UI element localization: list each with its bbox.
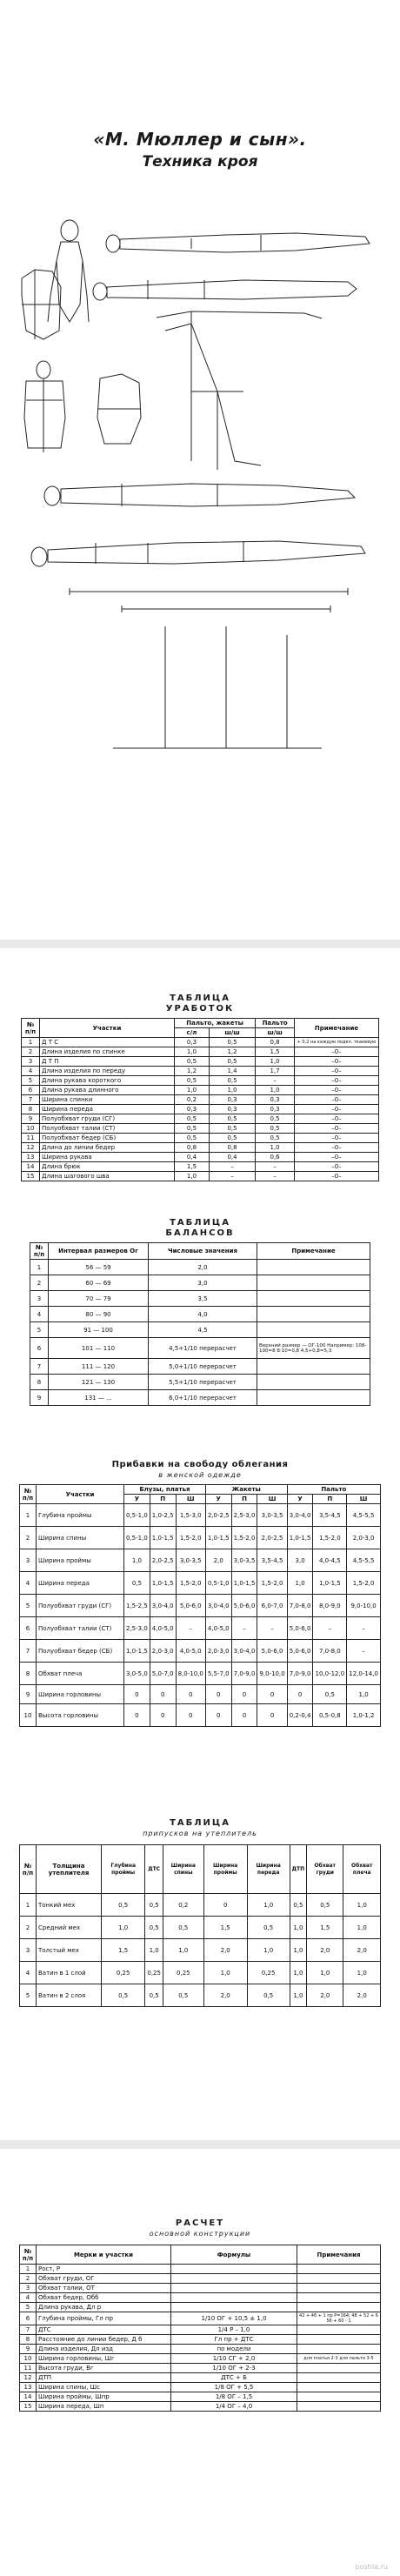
table-row: 2 Обхват груди, ОГ [20,2274,381,2284]
back-figure [24,361,65,452]
table-insulation: № п/п Толщина утеплителя Глубина проймы ДТС Ширина спины Ширина проймы Ширина переда ДТП Обхват груди Обхват плеча 1 Тонкий мех 0,5 0,5 0,2 0 1,0 0,5 0,5 1,0 2 Средний мех 1,0 0,5 0,5 1,5 0,5 1,0 1,5 1,0 3 Толстый мех 1,5 1,0 1,0 2,0 1,0 1,0 2,0 2,0 4 Ватин в 1 слой 0,25 0,25 0,25 1,0 0,25 1,0 1,0 1,0 5 Ватин в 2 слоя 0,5 0,5 0,5 2,0 0,5 1,0 2,0 2,0 [19,1844,381,2007]
book-subtitle: Техника кроя [142,153,258,171]
table-2-title: ТАБЛИЦА [170,1218,230,1228]
table-row: 4 80 — 90 4,0 [30,1307,370,1322]
table-row: 15 Ширина переда, Шп 1/4 ОГ – 4,0 [20,2402,381,2412]
table-row: 7 111 — 120 5,0+1/10 перерасчет [30,1359,370,1375]
col-num: № п/п [22,1019,40,1038]
table-row: 1 56 — 59 2,0 [30,1260,370,1275]
measurement-figures-illustration [17,209,383,922]
table-row: 14 Длина брюк 1,5 – – –0– [22,1162,379,1172]
lying-figure-1 [106,233,370,252]
table-row: 8 Обхват плеча 3,0-5,0 5,0-7,0 8,0-10,0 5,5-7,0 7,0-9,0 9,0-10,0 7,0-9,0 10,0-12,0 12,0-14,0 [20,1663,381,1685]
standing-figure-front [48,220,89,322]
calculation-page [0,2149,400,2576]
table-row: 9 Длина изделия, Дл изд по модели [20,2345,381,2354]
lying-figure-2 [93,280,357,300]
table-row: 7 Полуобхват бедер (СБ) 1,0-1,5 2,0-3,0 4,0-5,0 2,0-3,0 3,0-4,0 5,0-6,0 5,0-6,0 7,0-8,0 – [20,1640,381,1663]
leg-diagram [157,311,322,470]
table-row: 15 Длина шагового шва 1,0 – – –0– [22,1172,379,1181]
table-allowances: № п/п Участки Блузы, платья Жакеты Пальто У П Ш У П Ш У П Ш 1 Глубина проймы 0,5-1,0 1,0-2,5 1,5-3,0 2,0-2,5 2,5-3,0 3,0-3,5 3,0-4,0 3,5-4,5 4,5-5,5 2 Ширина спины 0,5-1,0 1,0-1,5 1,5-2,0 1,0-1,5 1,5-2,0 2,0-2,5 1,0-1,5 1,5-2,0 2,0-3,0 3 Ширина проймы 1,0 2,0-2,5 3,0-3,5 2,0 3,0-3,5 3,5-4,5 3,0 4,0-4,5 4,5-5,5 4 Ширина переда 0,5 1,0-1,5 1,5-2,0 0,5-1,0 1,0-1,5 1,5-2,0 1,0 1,0-1,5 1,5-2,0 5 Полуобхват груди (СГ) 1,5-2,5 3,0-4,0 5,0-6,0 3,0-4,0 5,0-6,0 6,0-7,0 7,0-8,0 8,0-9,0 9,0-10,0 6 Полуобхват талии (СТ) 2,5-3,0 4,0-5,0 – 4,0-5,0 – – 5,0-6,0 – – 7 Полуобхват бедер (СБ) 1,0-1,5 2,0-3,0 4,0-5,0 2,0-3,0 3,0-4,0 5,0-6,0 5,0-6,0 7,0-8,0 – 8 Обхват плеча 3,0-5,0 5,0-7,0 8,0-10,0 5,5-7,0 7,0-9,0 9,0-10,0 7,0-9,0 10,0-12,0 12,0-14,0 9 Ширина горловины 0 0 0 0 0 0 0 0,5 1,0 10 Высота горловины 0 0 0 0 0 0 0,2-0,4 0,5-0,8 1,0-1,2 [19,1484,381,1727]
table-row: 5 Длина рукава короткого 0,5 0,5 – –0– [22,1076,379,1086]
table-row: 1 Д Т С 0,3 0,5 0,8 + 0,2 на каждую подкл. тканевую [22,1038,379,1047]
table-row: 10 Высота горловины 0 0 0 0 0 0 0,2-0,4 0,5-0,8 1,0-1,2 [20,1704,381,1727]
col-palto: Пальто [256,1019,295,1028]
page-separator [0,2140,400,2149]
subcol: ш/ш [209,1028,255,1038]
table-row: 3 Толстый мех 1,5 1,0 1,0 2,0 1,0 1,0 2,0 2,0 [20,1939,381,1962]
table-row: 6 101 — 110 4,5+1/10 перерасчет Верхний размер — ОГ-100 Например: 108-100=8 8:10=0,8 4,5+0,8=5,3 [30,1338,370,1359]
table-4-title: ТАБЛИЦА [170,1818,230,1828]
table-4-subtitle: припусков на утеплитель [143,1830,257,1837]
table-row: 5 Ватин в 2 слоя 0,5 0,5 0,5 2,0 0,5 1,0 2,0 2,0 [20,1984,381,2007]
table-row: 7 Ширина спинки 0,2 0,3 0,3 –0– [22,1095,379,1105]
table-row: 2 60 — 69 3,0 [30,1275,370,1291]
table-5-subtitle: основной конструкции [149,2230,251,2238]
table-row: 6 Длина рукава длинного 1,0 1,0 1,0 –0– [22,1086,379,1095]
table-row: 4 Ватин в 1 слой 0,25 0,25 0,25 1,0 0,25 1,0 1,0 1,0 [20,1962,381,1984]
tables-page [0,948,400,2140]
subcol: с/л [175,1028,210,1038]
table-row: 14 Ширина проймы, Шпр 1/8 ОГ – 1,5 [20,2392,381,2402]
table-row: 4 Ширина переда 0,5 1,0-1,5 1,5-2,0 0,5-1,0 1,0-1,5 1,5-2,0 1,0 1,0-1,5 1,5-2,0 [20,1572,381,1595]
page-separator [0,940,400,948]
table-row: 7 ДТС 1/4 Р – 1,0 [20,2325,381,2335]
table-1-subtitle: УРАБОТОК [165,1004,235,1014]
table-row: 11 Полуобхват бедер (СБ) 0,5 0,5 0,5 –0– [22,1134,379,1143]
table-urabotok [21,1018,379,1181]
table-row: 5 Полуобхват груди (СГ) 1,5-2,5 3,0-4,0 5,0-6,0 3,0-4,0 5,0-6,0 6,0-7,0 7,0-8,0 8,0-9,0 9,0-10,0 [20,1595,381,1617]
watermark: postila.ru [355,2563,388,2571]
torso-side-figure [97,374,141,444]
col-coats: Пальто, жакеты [175,1019,256,1028]
col-note: Примечание [295,1019,379,1038]
subcol: ш/ш [256,1028,295,1038]
table-row: 8 Расстояние до линии бедер, Д б Гл пр + ДТС [20,2335,381,2345]
table-3-title: Прибавки на свободу облегания [111,1460,289,1469]
table-row: 4 Длина изделия по переду 1,2 1,4 1,7 –0– [22,1067,379,1076]
table-row: 6 Полуобхват талии (СТ) 2,5-3,0 4,0-5,0 – 4,0-5,0 – – 5,0-6,0 – – [20,1617,381,1640]
table-1-title: ТАБЛИЦА [170,994,230,1003]
table-row: 3 Ширина проймы 1,0 2,0-2,5 3,0-3,5 2,0 3,0-3,5 3,5-4,5 3,0 4,0-4,5 4,5-5,5 [20,1549,381,1572]
cover-page [0,0,400,940]
table-row: 2 Длина изделия по спинке 1,0 1,2 1,5 –0– [22,1047,379,1057]
table-row: 9 Ширина горловины 0 0 0 0 0 0 0 0,5 1,0 [20,1685,381,1704]
col-area: Участки [40,1019,175,1038]
table-row: 1 Глубина проймы 0,5-1,0 1,0-2,5 1,5-3,0 2,0-2,5 2,5-3,0 3,0-3,5 3,0-4,0 3,5-4,5 4,5-5,5 [20,1504,381,1527]
table-row: 12 Длина до линии бедер 0,8 0,8 1,0 –0– [22,1143,379,1153]
table-row: 3 70 — 79 3,5 [30,1291,370,1307]
table-row: 10 Ширина горловины, Шг 1/10 СГ + 2,0 для платья 2-3 для пальто 3-5 [20,2354,381,2364]
table-row: 10 Полуобхват талии (СТ) 0,5 0,5 0,5 –0– [22,1124,379,1134]
bracket-lines [70,588,348,748]
lying-figure-3 [44,484,355,506]
table-row: 13 Ширина рукава 0,4 0,4 0,6 –0– [22,1153,379,1162]
table-row: 4 Обхват бедер, Обб [20,2293,381,2303]
table-row: 8 Ширина переда 0,3 0,3 0,3 –0– [22,1105,379,1114]
table-row: 9 Полуобхват груди (СГ) 0,5 0,5 0,5 –0– [22,1114,379,1124]
table-row: 5 91 — 100 4,5 [30,1322,370,1338]
table-row: 3 Д Т П 0,5 0,5 1,0 –0– [22,1057,379,1067]
torso-front-figure [22,270,61,339]
table-row: 6 Глубина проймы, Гл пр 1/10 ОГ + 10,5 ± 1,0 42 + 46 + 1 пр P=164; 48 + 52 + 6 56 + 60 - 1 [20,2312,381,2325]
table-balances: № п/п Интервал размеров Ог Числовые значения Примечание 1 56 — 59 2,0 2 60 — 69 3,0 3 70 — 79 3,5 4 80 — 90 4,0 5 91 — 100 4,5 6 101 — 110 4,5+1/10 перерасчет Верхний размер — ОГ-100 Например: 108-100=8 8:10=0,8 4,5+0,8=5,3 7 111 — 120 5,0+1/10 перерасчет 8 121 — 130 5,5+1/10 перерасчет 9 131 — ... 6,0+1/10 перерасчет [30,1242,370,1406]
table-row: 1 Тонкий мех 0,5 0,5 0,2 0 1,0 0,5 0,5 1,0 [20,1894,381,1917]
table-row: 2 Ширина спины 0,5-1,0 1,0-1,5 1,5-2,0 1,0-1,5 1,5-2,0 2,0-2,5 1,0-1,5 1,5-2,0 2,0-3,0 [20,1527,381,1549]
lying-figure-4 [31,541,365,566]
table-row: 12 ДТП ДТС + Б [20,2373,381,2383]
table-row: 2 Средний мех 1,0 0,5 0,5 1,5 0,5 1,0 1,5 1,0 [20,1917,381,1939]
table-row: 8 121 — 130 5,5+1/10 перерасчет [30,1375,370,1390]
book-title: «М. Мюллер и сын». [93,129,307,150]
table-row: 11 Высота груди, Вг 1/10 ОГ + 2-3 [20,2364,381,2373]
table-row: 5 Длина рукава, Дл р [20,2303,381,2312]
table-row: 3 Обхват талии, ОТ [20,2284,381,2293]
table-construction: № п/п Мерки и участки Формулы Примечания 1 Рост, Р 2 Обхват груди, ОГ 3 Обхват талии, ОТ 4 Обхват бедер, Обб 5 Длина рукава, Дл р 6 Глубина проймы, Гл пр 1/10 ОГ + 10,5 ± 1,0 42 + 46 + 1 пр P=164; 48 + 52 + 6 56 + 60 - 1 7 ДТС 1/4 Р – 1,0 8 Расстояние до линии бедер, Д б Гл пр + ДТС 9 Длина изделия, Дл изд по модели 10 Ширина горловины, Шг 1/10 СГ + 2,0 для платья 2-3 для пальто 3-5 11 Высота груди, Вг 1/10 ОГ + 2-3 12 ДТП ДТС + Б 13 Ширина спины, Шс 1/8 ОГ + 5,5 14 Ширина проймы, Шпр 1/8 ОГ – 1,5 15 Ширина переда, Шп 1/4 ОГ – 4,0 [19,2245,381,2412]
table-5-title: РАСЧЕТ [175,2218,225,2228]
title-block [0,129,400,171]
table-row: 1 Рост, Р [20,2265,381,2274]
table-row: 9 131 — ... 6,0+1/10 перерасчет [30,1390,370,1406]
table-2-subtitle: БАЛАНСОВ [165,1228,235,1238]
table-row: 13 Ширина спины, Шс 1/8 ОГ + 5,5 [20,2383,381,2392]
table-3-subtitle: в женской одежде [158,1471,242,1479]
